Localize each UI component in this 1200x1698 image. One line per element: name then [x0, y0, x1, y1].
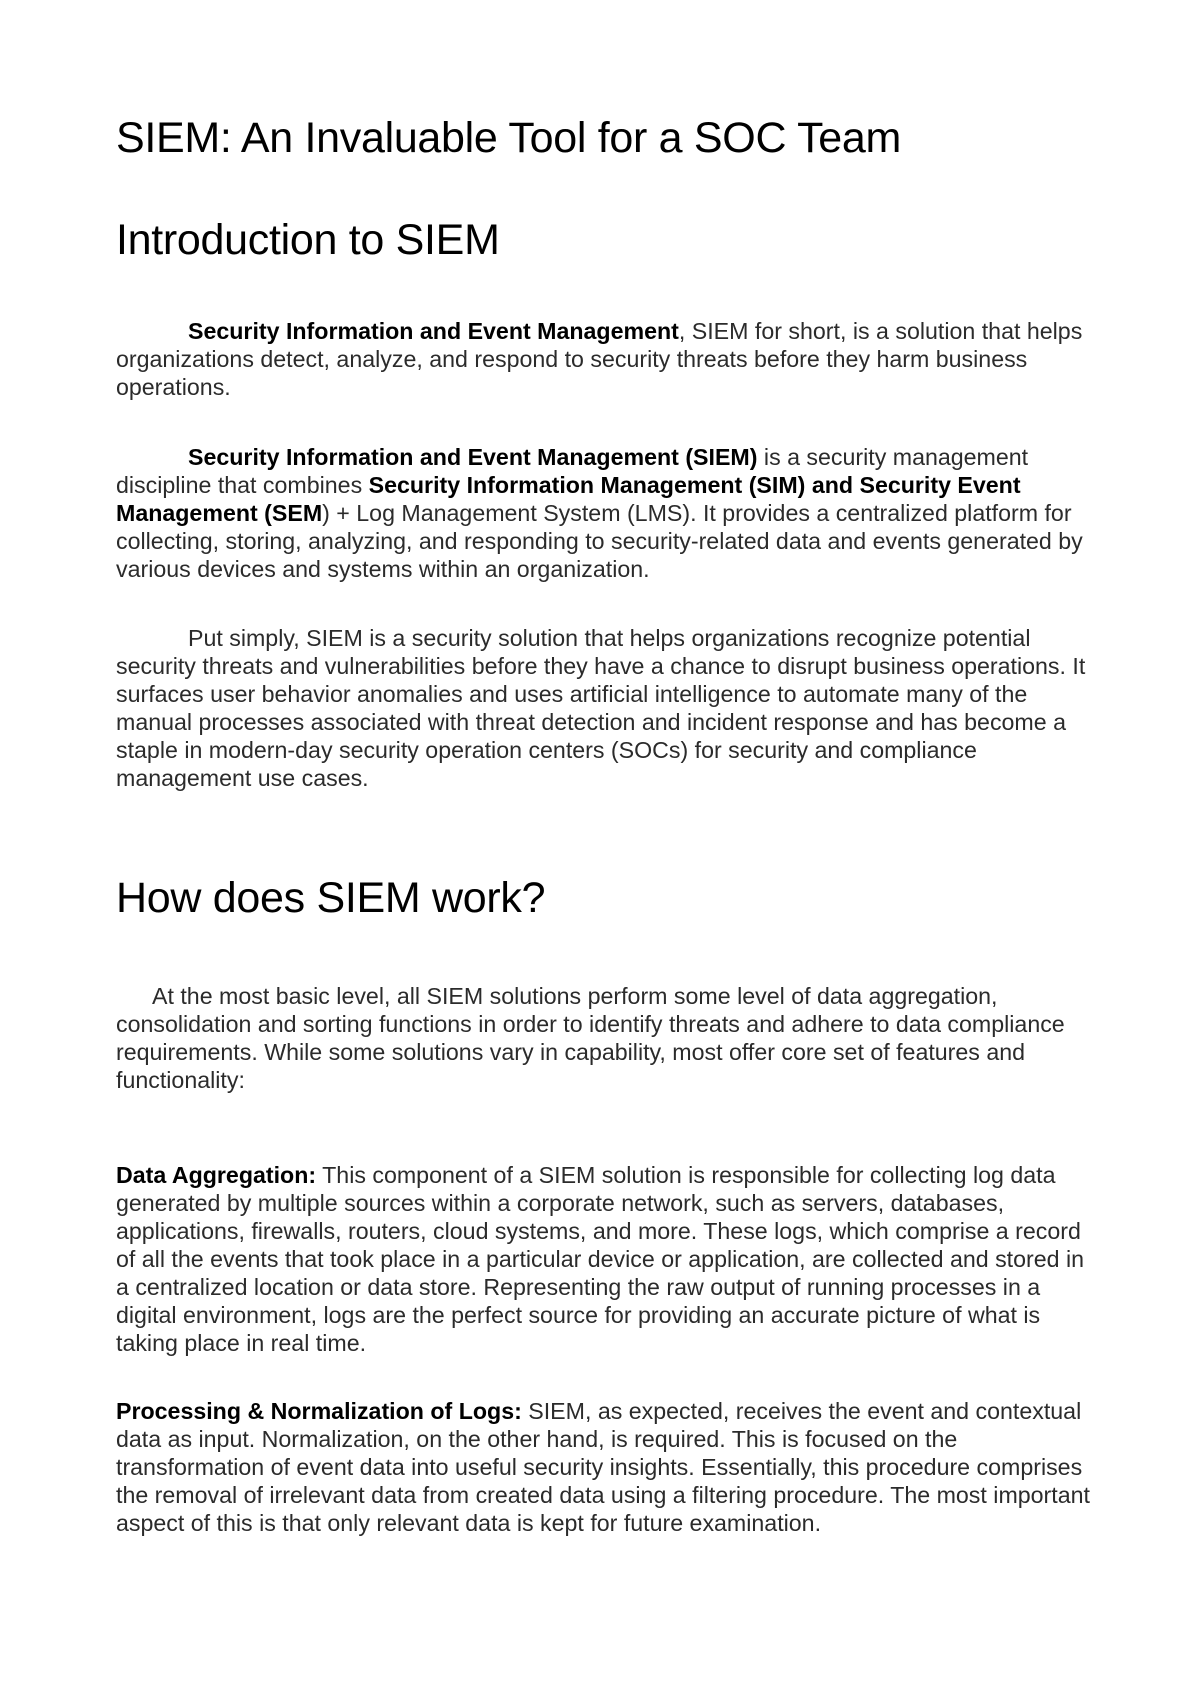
- heading-how-siem-works: How does SIEM work?: [116, 874, 546, 922]
- bold-term: Security Information and Event Management: [188, 318, 679, 344]
- paragraph-text: ) + Log Management System (LMS). It provides a centralized platform for collecting, storing, analyzing, and responding to security-related data and events generated by various devices and systems within an organization.: [116, 500, 1083, 582]
- bold-term: Data Aggregation:: [116, 1162, 317, 1188]
- paragraph-siem-definition: [116, 317, 1096, 401]
- paragraph-text: SIEM, as expected, receives the event and contextual data as input. Normalization, on the other hand, is required. This is focused on the transformation of event data into useful security insights. Essentially, this procedure comprises the removal of irrelevant data from created data using a filtering procedure. The most important aspect of this is that only relevant data is kept for future examination.: [116, 1398, 1090, 1536]
- document-title: SIEM: An Invaluable Tool for a SOC Team: [116, 114, 902, 162]
- paragraph-put-simply: [116, 624, 1096, 792]
- paragraph-processing-normalization: [116, 1397, 1096, 1537]
- bold-term: Security Information Management (SIM) and Security Event Management (SEM: [116, 472, 1021, 526]
- bold-term: Processing & Normalization of Logs:: [116, 1398, 522, 1424]
- heading-introduction: Introduction to SIEM: [116, 216, 500, 264]
- paragraph-text: This component of a SIEM solution is responsible for collecting log data generated by multiple sources within a corporate network, such as servers, databases, applications, firewalls, routers, cloud systems, and more. These logs, which comprise a record of all the events that took place in a particular device or application, are collected and stored in a centralized location or data store. Representing the raw output of running processes in a digital environment, logs are the perfect source for providing an accurate picture of what is taking place in real time.: [116, 1162, 1085, 1356]
- paragraph-siem-discipline: [116, 443, 1096, 583]
- paragraph-text: , SIEM for short, is a solution that helps organizations detect, analyze, and respond to security threats before they harm business operations.: [116, 318, 1083, 400]
- bold-term: Security Information and Event Management (SIEM): [188, 444, 758, 470]
- paragraph-text: At the most basic level, all SIEM solutions perform some level of data aggregation, consolidation and sorting functions in order to identify threats and adhere to data compliance requirements. While some solutions vary in capability, most offer core set of features and functionality:: [116, 983, 1065, 1093]
- paragraph-text: Put simply, SIEM is a security solution that helps organizations recognize potential security threats and vulnerabilities before they have a chance to disrupt business operations. It surfaces user behavior anomalies and uses artificial intelligence to automate many of the manual processes associated with threat detection and incident response and has become a staple in modern-day security operation centers (SOCs) for security and compliance management use cases.: [116, 625, 1086, 791]
- paragraph-data-aggregation: [116, 1161, 1096, 1357]
- paragraph-text: is a security management discipline that combines: [116, 444, 1029, 498]
- paragraph-basic-level: [116, 982, 1096, 1094]
